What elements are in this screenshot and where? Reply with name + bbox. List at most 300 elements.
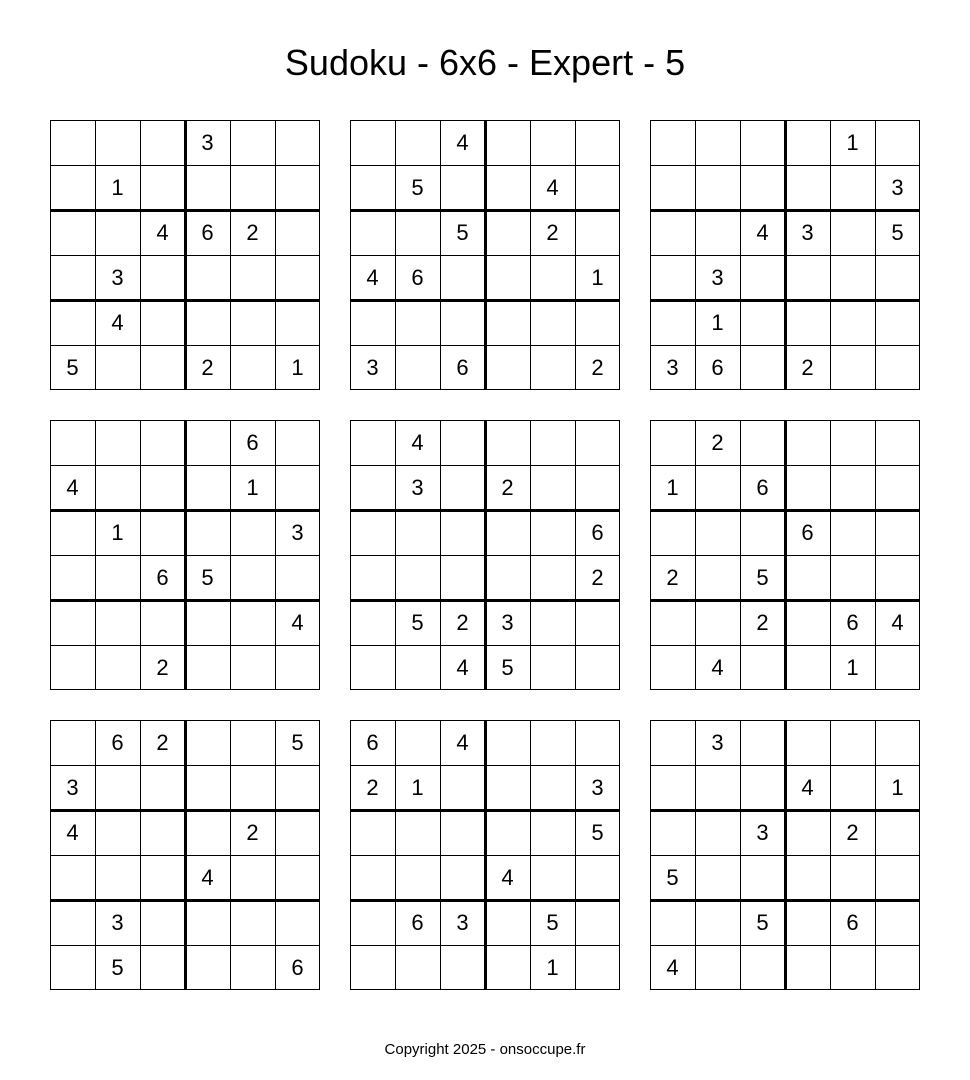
empty-cell[interactable] — [695, 765, 740, 810]
empty-cell[interactable] — [485, 555, 530, 600]
given-cell[interactable]: 3 — [201, 130, 214, 155]
empty-cell[interactable] — [275, 165, 320, 210]
empty-cell[interactable] — [875, 345, 920, 390]
empty-cell[interactable] — [485, 720, 530, 765]
empty-cell[interactable] — [530, 765, 575, 810]
empty-cell[interactable] — [875, 810, 920, 855]
empty-cell[interactable] — [275, 765, 320, 810]
given-cell[interactable]: 6 — [156, 565, 169, 590]
empty-cell[interactable] — [395, 720, 440, 765]
empty-cell[interactable] — [185, 765, 230, 810]
empty-cell[interactable] — [95, 345, 140, 390]
empty-cell[interactable] — [830, 345, 875, 390]
empty-cell[interactable] — [530, 255, 575, 300]
empty-cell[interactable] — [230, 720, 275, 765]
empty-cell[interactable] — [140, 300, 185, 345]
empty-cell[interactable] — [650, 765, 695, 810]
empty-cell[interactable] — [185, 720, 230, 765]
given-cell[interactable]: 5 — [201, 565, 214, 590]
given-cell[interactable]: 1 — [111, 520, 124, 545]
empty-cell[interactable] — [830, 765, 875, 810]
empty-cell[interactable] — [830, 300, 875, 345]
given-cell[interactable]: 5 — [756, 565, 769, 590]
empty-cell[interactable] — [275, 120, 320, 165]
given-cell[interactable]: 6 — [756, 475, 769, 500]
given-cell[interactable]: 3 — [666, 355, 679, 380]
empty-cell[interactable] — [185, 645, 230, 690]
empty-cell[interactable] — [530, 510, 575, 555]
given-cell[interactable]: 6 — [456, 355, 469, 380]
empty-cell[interactable] — [575, 420, 620, 465]
empty-cell[interactable] — [275, 300, 320, 345]
empty-cell[interactable] — [785, 645, 830, 690]
empty-cell[interactable] — [830, 255, 875, 300]
given-cell[interactable]: 5 — [891, 220, 904, 245]
given-cell[interactable]: 6 — [246, 430, 259, 455]
empty-cell[interactable] — [50, 120, 95, 165]
empty-cell[interactable] — [695, 810, 740, 855]
empty-cell[interactable] — [140, 255, 185, 300]
empty-cell[interactable] — [440, 255, 485, 300]
empty-cell[interactable] — [875, 645, 920, 690]
empty-cell[interactable] — [95, 810, 140, 855]
empty-cell[interactable] — [740, 165, 785, 210]
empty-cell[interactable] — [530, 420, 575, 465]
given-cell[interactable]: 2 — [366, 775, 379, 800]
empty-cell[interactable] — [485, 900, 530, 945]
given-cell[interactable]: 2 — [246, 820, 259, 845]
given-cell[interactable]: 2 — [156, 730, 169, 755]
given-cell[interactable]: 2 — [246, 220, 259, 245]
given-cell[interactable]: 5 — [501, 655, 514, 680]
empty-cell[interactable] — [695, 945, 740, 990]
given-cell[interactable]: 6 — [846, 610, 859, 635]
empty-cell[interactable] — [785, 720, 830, 765]
empty-cell[interactable] — [740, 645, 785, 690]
empty-cell[interactable] — [485, 345, 530, 390]
given-cell[interactable]: 4 — [201, 865, 214, 890]
given-cell[interactable]: 4 — [291, 610, 304, 635]
given-cell[interactable]: 5 — [756, 910, 769, 935]
empty-cell[interactable] — [350, 600, 395, 645]
empty-cell[interactable] — [50, 600, 95, 645]
given-cell[interactable]: 5 — [66, 355, 79, 380]
given-cell[interactable]: 2 — [756, 610, 769, 635]
given-cell[interactable]: 1 — [591, 265, 604, 290]
empty-cell[interactable] — [440, 300, 485, 345]
empty-cell[interactable] — [185, 300, 230, 345]
given-cell[interactable]: 4 — [756, 220, 769, 245]
given-cell[interactable]: 2 — [666, 565, 679, 590]
given-cell[interactable]: 2 — [591, 565, 604, 590]
empty-cell[interactable] — [350, 420, 395, 465]
empty-cell[interactable] — [530, 555, 575, 600]
given-cell[interactable]: 6 — [111, 730, 124, 755]
empty-cell[interactable] — [140, 120, 185, 165]
empty-cell[interactable] — [230, 945, 275, 990]
empty-cell[interactable] — [350, 945, 395, 990]
empty-cell[interactable] — [740, 420, 785, 465]
given-cell[interactable]: 5 — [546, 910, 559, 935]
empty-cell[interactable] — [875, 300, 920, 345]
empty-cell[interactable] — [140, 420, 185, 465]
empty-cell[interactable] — [650, 420, 695, 465]
empty-cell[interactable] — [650, 510, 695, 555]
empty-cell[interactable] — [875, 945, 920, 990]
empty-cell[interactable] — [95, 120, 140, 165]
empty-cell[interactable] — [695, 465, 740, 510]
given-cell[interactable]: 6 — [711, 355, 724, 380]
empty-cell[interactable] — [350, 810, 395, 855]
given-cell[interactable]: 1 — [711, 310, 724, 335]
given-cell[interactable]: 4 — [456, 130, 469, 155]
given-cell[interactable]: 5 — [666, 865, 679, 890]
given-cell[interactable]: 5 — [291, 730, 304, 755]
empty-cell[interactable] — [140, 345, 185, 390]
empty-cell[interactable] — [575, 465, 620, 510]
empty-cell[interactable] — [740, 255, 785, 300]
empty-cell[interactable] — [785, 300, 830, 345]
empty-cell[interactable] — [875, 720, 920, 765]
empty-cell[interactable] — [785, 420, 830, 465]
empty-cell[interactable] — [650, 300, 695, 345]
empty-cell[interactable] — [440, 165, 485, 210]
given-cell[interactable]: 6 — [201, 220, 214, 245]
empty-cell[interactable] — [350, 465, 395, 510]
empty-cell[interactable] — [740, 855, 785, 900]
empty-cell[interactable] — [575, 900, 620, 945]
given-cell[interactable]: 6 — [591, 520, 604, 545]
empty-cell[interactable] — [275, 555, 320, 600]
empty-cell[interactable] — [185, 420, 230, 465]
empty-cell[interactable] — [650, 810, 695, 855]
empty-cell[interactable] — [650, 645, 695, 690]
empty-cell[interactable] — [650, 120, 695, 165]
given-cell[interactable]: 5 — [111, 955, 124, 980]
empty-cell[interactable] — [395, 945, 440, 990]
given-cell[interactable]: 3 — [591, 775, 604, 800]
empty-cell[interactable] — [485, 210, 530, 255]
given-cell[interactable]: 2 — [201, 355, 214, 380]
given-cell[interactable]: 2 — [501, 475, 514, 500]
given-cell[interactable]: 2 — [591, 355, 604, 380]
empty-cell[interactable] — [575, 165, 620, 210]
given-cell[interactable]: 3 — [66, 775, 79, 800]
empty-cell[interactable] — [575, 210, 620, 255]
empty-cell[interactable] — [95, 555, 140, 600]
given-cell[interactable]: 2 — [801, 355, 814, 380]
given-cell[interactable]: 2 — [546, 220, 559, 245]
given-cell[interactable]: 6 — [291, 955, 304, 980]
empty-cell[interactable] — [95, 210, 140, 255]
given-cell[interactable]: 3 — [291, 520, 304, 545]
empty-cell[interactable] — [275, 255, 320, 300]
empty-cell[interactable] — [830, 555, 875, 600]
empty-cell[interactable] — [95, 855, 140, 900]
empty-cell[interactable] — [50, 555, 95, 600]
empty-cell[interactable] — [350, 120, 395, 165]
empty-cell[interactable] — [740, 345, 785, 390]
empty-cell[interactable] — [95, 765, 140, 810]
empty-cell[interactable] — [50, 900, 95, 945]
empty-cell[interactable] — [875, 555, 920, 600]
empty-cell[interactable] — [185, 465, 230, 510]
empty-cell[interactable] — [95, 600, 140, 645]
empty-cell[interactable] — [740, 765, 785, 810]
empty-cell[interactable] — [350, 900, 395, 945]
empty-cell[interactable] — [530, 720, 575, 765]
empty-cell[interactable] — [350, 555, 395, 600]
empty-cell[interactable] — [140, 600, 185, 645]
empty-cell[interactable] — [230, 120, 275, 165]
empty-cell[interactable] — [50, 210, 95, 255]
empty-cell[interactable] — [395, 810, 440, 855]
empty-cell[interactable] — [350, 165, 395, 210]
empty-cell[interactable] — [485, 165, 530, 210]
given-cell[interactable]: 1 — [546, 955, 559, 980]
empty-cell[interactable] — [95, 465, 140, 510]
given-cell[interactable]: 1 — [846, 655, 859, 680]
empty-cell[interactable] — [50, 945, 95, 990]
given-cell[interactable]: 3 — [501, 610, 514, 635]
empty-cell[interactable] — [575, 600, 620, 645]
empty-cell[interactable] — [440, 420, 485, 465]
empty-cell[interactable] — [650, 600, 695, 645]
empty-cell[interactable] — [575, 300, 620, 345]
given-cell[interactable]: 4 — [456, 730, 469, 755]
given-cell[interactable]: 3 — [111, 910, 124, 935]
given-cell[interactable]: 4 — [891, 610, 904, 635]
empty-cell[interactable] — [185, 510, 230, 555]
empty-cell[interactable] — [50, 645, 95, 690]
empty-cell[interactable] — [230, 765, 275, 810]
given-cell[interactable]: 3 — [801, 220, 814, 245]
empty-cell[interactable] — [740, 300, 785, 345]
given-cell[interactable]: 6 — [411, 265, 424, 290]
given-cell[interactable]: 5 — [411, 175, 424, 200]
empty-cell[interactable] — [785, 900, 830, 945]
empty-cell[interactable] — [185, 810, 230, 855]
given-cell[interactable]: 2 — [711, 430, 724, 455]
empty-cell[interactable] — [530, 645, 575, 690]
empty-cell[interactable] — [185, 165, 230, 210]
given-cell[interactable]: 1 — [411, 775, 424, 800]
empty-cell[interactable] — [650, 255, 695, 300]
empty-cell[interactable] — [785, 465, 830, 510]
empty-cell[interactable] — [575, 645, 620, 690]
empty-cell[interactable] — [695, 900, 740, 945]
empty-cell[interactable] — [50, 510, 95, 555]
given-cell[interactable]: 5 — [411, 610, 424, 635]
empty-cell[interactable] — [140, 465, 185, 510]
empty-cell[interactable] — [50, 720, 95, 765]
given-cell[interactable]: 3 — [366, 355, 379, 380]
empty-cell[interactable] — [440, 465, 485, 510]
given-cell[interactable]: 4 — [111, 310, 124, 335]
empty-cell[interactable] — [140, 855, 185, 900]
given-cell[interactable]: 4 — [411, 430, 424, 455]
empty-cell[interactable] — [140, 945, 185, 990]
empty-cell[interactable] — [140, 510, 185, 555]
given-cell[interactable]: 1 — [111, 175, 124, 200]
empty-cell[interactable] — [695, 855, 740, 900]
empty-cell[interactable] — [50, 165, 95, 210]
empty-cell[interactable] — [785, 555, 830, 600]
empty-cell[interactable] — [530, 345, 575, 390]
given-cell[interactable]: 6 — [366, 730, 379, 755]
empty-cell[interactable] — [395, 345, 440, 390]
empty-cell[interactable] — [650, 210, 695, 255]
given-cell[interactable]: 5 — [591, 820, 604, 845]
empty-cell[interactable] — [275, 465, 320, 510]
empty-cell[interactable] — [485, 510, 530, 555]
empty-cell[interactable] — [830, 945, 875, 990]
empty-cell[interactable] — [830, 165, 875, 210]
empty-cell[interactable] — [440, 855, 485, 900]
empty-cell[interactable] — [830, 855, 875, 900]
empty-cell[interactable] — [485, 300, 530, 345]
empty-cell[interactable] — [230, 300, 275, 345]
empty-cell[interactable] — [530, 600, 575, 645]
given-cell[interactable]: 3 — [411, 475, 424, 500]
empty-cell[interactable] — [185, 900, 230, 945]
empty-cell[interactable] — [440, 810, 485, 855]
empty-cell[interactable] — [830, 420, 875, 465]
given-cell[interactable]: 3 — [756, 820, 769, 845]
given-cell[interactable]: 1 — [291, 355, 304, 380]
empty-cell[interactable] — [140, 765, 185, 810]
given-cell[interactable]: 4 — [366, 265, 379, 290]
empty-cell[interactable] — [875, 465, 920, 510]
given-cell[interactable]: 4 — [666, 955, 679, 980]
empty-cell[interactable] — [830, 510, 875, 555]
empty-cell[interactable] — [185, 945, 230, 990]
empty-cell[interactable] — [350, 300, 395, 345]
empty-cell[interactable] — [485, 945, 530, 990]
empty-cell[interactable] — [830, 210, 875, 255]
empty-cell[interactable] — [50, 855, 95, 900]
empty-cell[interactable] — [875, 510, 920, 555]
empty-cell[interactable] — [440, 765, 485, 810]
empty-cell[interactable] — [50, 420, 95, 465]
given-cell[interactable]: 4 — [66, 475, 79, 500]
given-cell[interactable]: 2 — [846, 820, 859, 845]
given-cell[interactable]: 3 — [891, 175, 904, 200]
empty-cell[interactable] — [830, 465, 875, 510]
empty-cell[interactable] — [485, 255, 530, 300]
given-cell[interactable]: 6 — [411, 910, 424, 935]
empty-cell[interactable] — [140, 165, 185, 210]
empty-cell[interactable] — [485, 420, 530, 465]
empty-cell[interactable] — [275, 855, 320, 900]
given-cell[interactable]: 6 — [801, 520, 814, 545]
empty-cell[interactable] — [695, 210, 740, 255]
empty-cell[interactable] — [275, 900, 320, 945]
given-cell[interactable]: 4 — [501, 865, 514, 890]
empty-cell[interactable] — [350, 645, 395, 690]
empty-cell[interactable] — [530, 855, 575, 900]
given-cell[interactable]: 3 — [111, 265, 124, 290]
empty-cell[interactable] — [185, 600, 230, 645]
given-cell[interactable]: 4 — [66, 820, 79, 845]
given-cell[interactable]: 1 — [666, 475, 679, 500]
empty-cell[interactable] — [875, 855, 920, 900]
given-cell[interactable]: 3 — [456, 910, 469, 935]
empty-cell[interactable] — [695, 600, 740, 645]
given-cell[interactable]: 3 — [711, 265, 724, 290]
empty-cell[interactable] — [875, 420, 920, 465]
empty-cell[interactable] — [230, 255, 275, 300]
given-cell[interactable]: 2 — [456, 610, 469, 635]
given-cell[interactable]: 4 — [801, 775, 814, 800]
empty-cell[interactable] — [395, 855, 440, 900]
empty-cell[interactable] — [50, 300, 95, 345]
empty-cell[interactable] — [530, 120, 575, 165]
empty-cell[interactable] — [830, 720, 875, 765]
empty-cell[interactable] — [230, 165, 275, 210]
given-cell[interactable]: 4 — [456, 655, 469, 680]
empty-cell[interactable] — [230, 855, 275, 900]
empty-cell[interactable] — [440, 510, 485, 555]
empty-cell[interactable] — [230, 645, 275, 690]
empty-cell[interactable] — [740, 120, 785, 165]
empty-cell[interactable] — [230, 510, 275, 555]
empty-cell[interactable] — [740, 720, 785, 765]
empty-cell[interactable] — [740, 945, 785, 990]
empty-cell[interactable] — [275, 645, 320, 690]
empty-cell[interactable] — [395, 645, 440, 690]
empty-cell[interactable] — [230, 600, 275, 645]
empty-cell[interactable] — [695, 555, 740, 600]
given-cell[interactable]: 6 — [846, 910, 859, 935]
given-cell[interactable]: 5 — [456, 220, 469, 245]
empty-cell[interactable] — [395, 300, 440, 345]
given-cell[interactable]: 4 — [546, 175, 559, 200]
empty-cell[interactable] — [395, 120, 440, 165]
empty-cell[interactable] — [95, 420, 140, 465]
empty-cell[interactable] — [395, 510, 440, 555]
given-cell[interactable]: 2 — [156, 655, 169, 680]
empty-cell[interactable] — [575, 855, 620, 900]
empty-cell[interactable] — [140, 900, 185, 945]
empty-cell[interactable] — [740, 510, 785, 555]
empty-cell[interactable] — [650, 165, 695, 210]
empty-cell[interactable] — [185, 255, 230, 300]
empty-cell[interactable] — [230, 345, 275, 390]
empty-cell[interactable] — [695, 165, 740, 210]
given-cell[interactable]: 1 — [891, 775, 904, 800]
empty-cell[interactable] — [575, 945, 620, 990]
empty-cell[interactable] — [350, 510, 395, 555]
empty-cell[interactable] — [350, 855, 395, 900]
empty-cell[interactable] — [230, 555, 275, 600]
empty-cell[interactable] — [395, 210, 440, 255]
empty-cell[interactable] — [485, 120, 530, 165]
empty-cell[interactable] — [785, 600, 830, 645]
empty-cell[interactable] — [440, 555, 485, 600]
empty-cell[interactable] — [530, 810, 575, 855]
empty-cell[interactable] — [575, 120, 620, 165]
empty-cell[interactable] — [395, 555, 440, 600]
empty-cell[interactable] — [875, 900, 920, 945]
empty-cell[interactable] — [695, 120, 740, 165]
empty-cell[interactable] — [440, 945, 485, 990]
empty-cell[interactable] — [530, 300, 575, 345]
given-cell[interactable]: 4 — [156, 220, 169, 245]
empty-cell[interactable] — [350, 210, 395, 255]
empty-cell[interactable] — [695, 510, 740, 555]
empty-cell[interactable] — [650, 720, 695, 765]
